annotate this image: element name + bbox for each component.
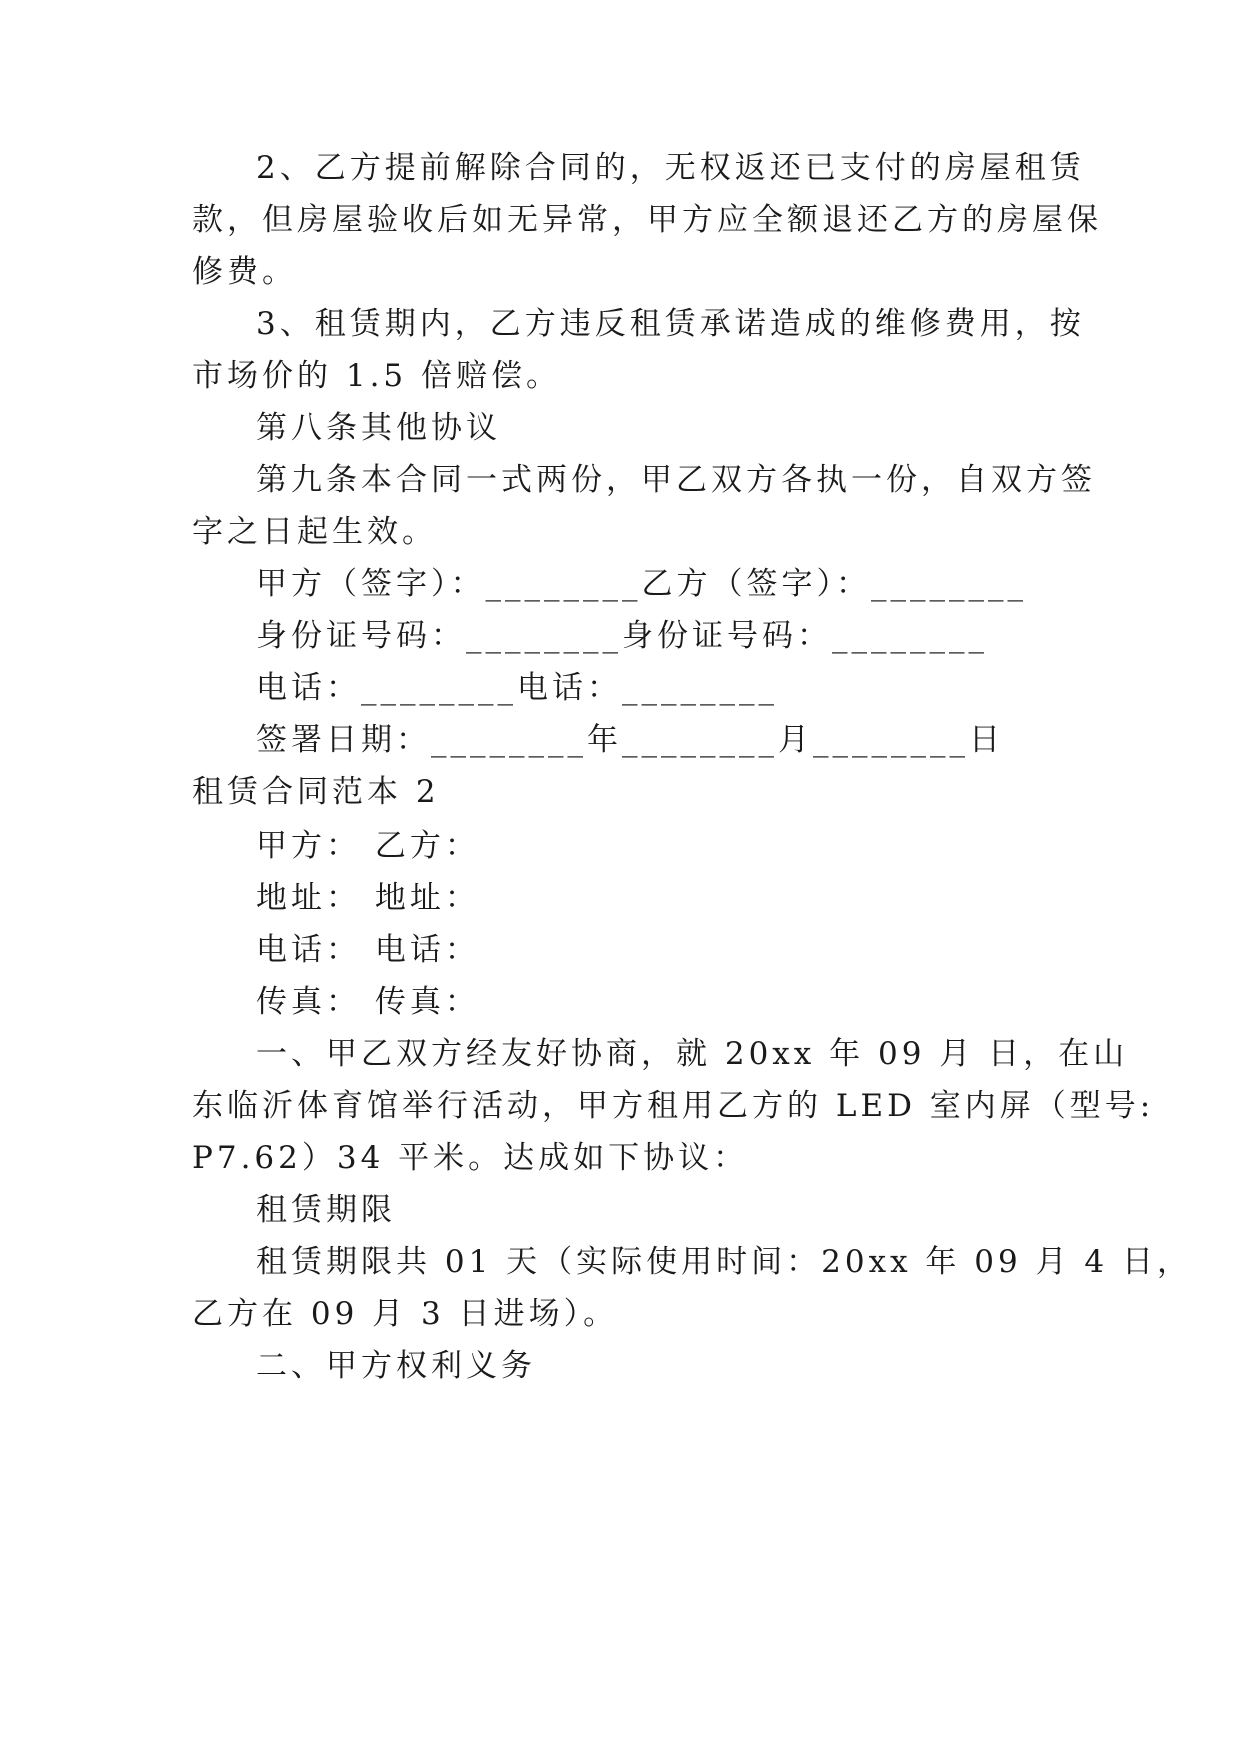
section-heading: 租赁期限	[256, 1192, 396, 1228]
section-heading: 第八条其他协议	[256, 410, 501, 446]
id-number-line: 身份证号码：________身份证号码：________	[256, 618, 988, 654]
text-line: 款，但房屋验收后如无异常，甲方应全额退还乙方的房屋保	[192, 202, 1102, 238]
sign-date-line: 签署日期：________年________月________日	[256, 722, 1004, 758]
text-line: 一、甲乙双方经友好协商，就 20xx 年 09 月 日，在山	[256, 1036, 1129, 1072]
text-line: 2、乙方提前解除合同的，无权返还已支付的房屋租赁	[256, 150, 1085, 186]
text-line: P7.62）34 平米。达成如下协议：	[192, 1140, 749, 1176]
phone-line: 电话： 电话：	[256, 932, 480, 968]
text-line: 东临沂体育馆举行活动，甲方租用乙方的 LED 室内屏（型号:	[192, 1088, 1155, 1124]
text-line: 字之日起生效。	[192, 514, 437, 550]
fax-line: 传真： 传真：	[256, 984, 480, 1020]
address-line: 地址： 地址：	[256, 880, 480, 916]
text-line: 3、租赁期内，乙方违反租赁承诺造成的维修费用，按	[256, 306, 1085, 342]
signature-line: 甲方（签字）：________乙方（签字）：________	[256, 566, 1027, 602]
phone-line: 电话：________电话：________	[256, 670, 778, 706]
text-line: 市场价的 1.5 倍赔偿。	[192, 358, 562, 394]
section-heading: 二、甲方权利义务	[256, 1348, 536, 1384]
document-title: 租赁合同范本 2	[192, 774, 440, 810]
text-line: 修费。	[192, 254, 297, 290]
text-line: 第九条本合同一式两份，甲乙双方各执一份，自双方签	[256, 462, 1096, 498]
party-line: 甲方： 乙方：	[256, 828, 480, 864]
text-line: 乙方在 09 月 3 日进场）。	[192, 1296, 619, 1332]
text-line: 租赁期限共 01 天（实际使用时间：20xx 年 09 月 4 日，	[256, 1244, 1193, 1280]
